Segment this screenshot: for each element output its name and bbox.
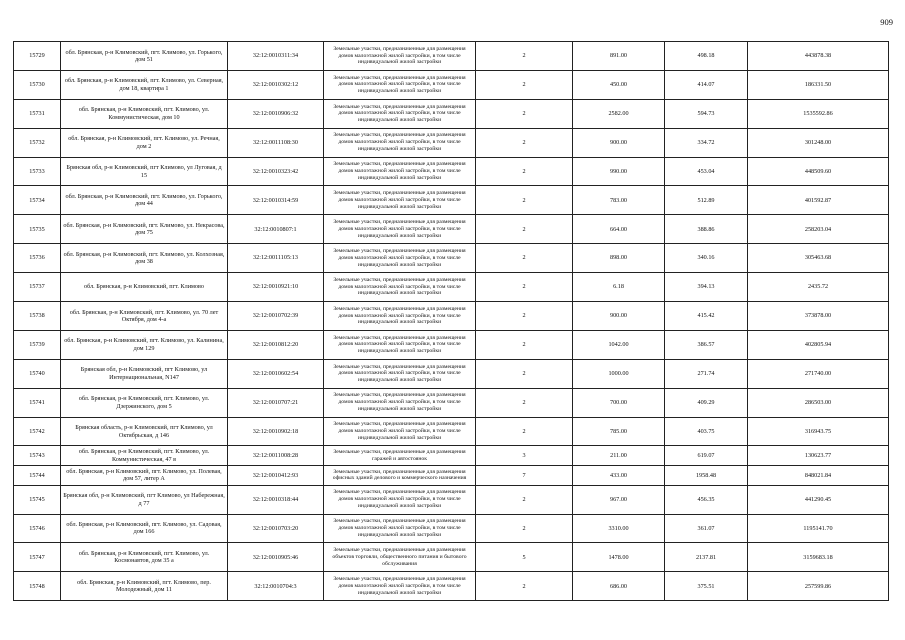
land-use-cell: Земельные участки, предназначенные для размещения домов малоэтажной жилой застройки, в том числе индивидуальной жилой застройки: [324, 330, 476, 359]
table-row: [14, 572, 889, 601]
use-group-cell: 2: [476, 215, 573, 244]
table-row: [14, 128, 889, 157]
cadastral-number-cell: 32:12:0010412:93: [228, 466, 324, 486]
area-cell: 6.18: [573, 273, 665, 302]
area-cell: 664.00: [573, 215, 665, 244]
cadastral-number-cell: 32:12:0010902:18: [228, 417, 324, 446]
cadastral-number-cell: 32:12:0010807:1: [228, 215, 324, 244]
cadastral-number-cell: 32:12:0010905:46: [228, 543, 324, 572]
land-use-cell: Земельные участки, предназначенные для размещения домов малоэтажной жилой застройки, в том числе индивидуальной жилой застройки: [324, 244, 476, 273]
land-use-cell: Земельные участки, предназначенные для размещения домов малоэтажной жилой застройки, в том числе индивидуальной жилой застройки: [324, 485, 476, 514]
land-use-cell: Земельные участки, предназначенные для размещения домов малоэтажной жилой застройки, в том числе индивидуальной жилой застройки: [324, 70, 476, 99]
cadastral-number-cell: 32:12:0010704:3: [228, 572, 324, 601]
address-cell: Брянская обл, р-н Климовский, пгт Климово, ул Луговая, д 15: [61, 157, 228, 186]
area-cell: 898.00: [573, 244, 665, 273]
cadastral-number-cell: 32:12:0010314:59: [228, 186, 324, 215]
land-use-cell: Земельные участки, предназначенные для размещения домов малоэтажной жилой застройки, в том числе индивидуальной жилой застройки: [324, 273, 476, 302]
land-use-cell: Земельные участки, предназначенные для размещения объектов торговли, общественного питания и бытового обслуживания: [324, 543, 476, 572]
cadastral-value-cell: 316943.75: [748, 417, 889, 446]
land-use-cell: Земельные участки, предназначенные для размещения домов малоэтажной жилой застройки, в том числе индивидуальной жилой застройки: [324, 99, 476, 128]
address-cell: Брянская обл, р-н Климовский, пгт Климово, ул Набережная, д 77: [61, 485, 228, 514]
area-cell: 783.00: [573, 186, 665, 215]
area-cell: 3310.00: [573, 514, 665, 543]
table-row: [14, 99, 889, 128]
address-cell: Брянская область, р-н Климовский, пгт Климово, ул Октябрьская, д 146: [61, 417, 228, 446]
land-use-cell: Земельные участки, предназначенные для размещения домов малоэтажной жилой застройки, в том числе индивидуальной жилой застройки: [324, 215, 476, 244]
use-group-cell: 2: [476, 128, 573, 157]
page-number: 909: [880, 17, 893, 27]
cadastral-value-cell: 441290.45: [748, 485, 889, 514]
address-cell: обл. Брянская, р-н Климовский, пгт. Климово, ул. 70 лет Октября, дом 4-а: [61, 302, 228, 331]
cadastral-value-cell: 1535592.86: [748, 99, 889, 128]
row-id-cell: 15740: [14, 359, 61, 388]
table-row: [14, 42, 889, 71]
address-cell: обл. Брянская, р-н Климовский, пгт. Климово, ул. Калинина, дом 129: [61, 330, 228, 359]
cadastral-value-cell: 848021.84: [748, 466, 889, 486]
address-cell: обл. Брянская, р-н Климовский, пгт. Климово: [61, 273, 228, 302]
specific-value-cell: 1958.48: [665, 466, 748, 486]
address-cell: обл. Брянская, р-н Климовский, пгт. Климово, ул. Космонавтов, дом 35 а: [61, 543, 228, 572]
address-cell: обл. Брянская, р-н Климовский, пгт. Климово, ул. Коммунистическая, дом 10: [61, 99, 228, 128]
cadastral-value-cell: 186331.50: [748, 70, 889, 99]
table-row: [14, 244, 889, 273]
area-cell: 433.00: [573, 466, 665, 486]
table-row: [14, 330, 889, 359]
cadastral-number-cell: 32:12:0010702:39: [228, 302, 324, 331]
specific-value-cell: 409.29: [665, 388, 748, 417]
address-cell: обл. Брянская, р-н Климовский, пгт. Климово, ул. Некрасова, дом 75: [61, 215, 228, 244]
specific-value-cell: 388.86: [665, 215, 748, 244]
use-group-cell: 3: [476, 446, 573, 466]
land-use-cell: Земельные участки, предназначенные для размещения домов малоэтажной жилой застройки, в том числе индивидуальной жилой застройки: [324, 302, 476, 331]
cadastral-value-cell: 271740.00: [748, 359, 889, 388]
cadastral-number-cell: 32:12:0010812:20: [228, 330, 324, 359]
area-cell: 1042.00: [573, 330, 665, 359]
area-cell: 450.00: [573, 70, 665, 99]
use-group-cell: 2: [476, 273, 573, 302]
use-group-cell: 7: [476, 466, 573, 486]
row-id-cell: 15733: [14, 157, 61, 186]
row-id-cell: 15731: [14, 99, 61, 128]
use-group-cell: 2: [476, 186, 573, 215]
specific-value-cell: 498.18: [665, 42, 748, 71]
address-cell: обл. Брянская, р-н Климовский, пгт. Климово, ул. Речная, дом 2: [61, 128, 228, 157]
row-id-cell: 15736: [14, 244, 61, 273]
cadastral-number-cell: 32:12:0011105:13: [228, 244, 324, 273]
use-group-cell: 5: [476, 543, 573, 572]
cadastral-value-cell: 286503.00: [748, 388, 889, 417]
table-row: [14, 70, 889, 99]
table-row: [14, 215, 889, 244]
table-row: [14, 359, 889, 388]
land-use-cell: Земельные участки, предназначенные для размещения гаражей и автостоянок: [324, 446, 476, 466]
cadastral-number-cell: 32:12:0010318:44: [228, 485, 324, 514]
row-id-cell: 15743: [14, 446, 61, 466]
land-use-cell: Земельные участки, предназначенные для размещения домов малоэтажной жилой застройки, в том числе индивидуальной жилой застройки: [324, 388, 476, 417]
land-use-cell: Земельные участки, предназначенные для размещения домов малоэтажной жилой застройки, в том числе индивидуальной жилой застройки: [324, 417, 476, 446]
address-cell: обл. Брянская, р-н Климовский, пгт. Климово, ул. Дзержинского, дом 5: [61, 388, 228, 417]
cadastral-value-cell: 257599.86: [748, 572, 889, 601]
row-id-cell: 15732: [14, 128, 61, 157]
area-cell: 900.00: [573, 128, 665, 157]
cadastral-number-cell: 32:12:0010323:42: [228, 157, 324, 186]
use-group-cell: 2: [476, 485, 573, 514]
specific-value-cell: 386.57: [665, 330, 748, 359]
area-cell: 686.00: [573, 572, 665, 601]
specific-value-cell: 415.42: [665, 302, 748, 331]
row-id-cell: 15739: [14, 330, 61, 359]
area-cell: 785.00: [573, 417, 665, 446]
row-id-cell: 15744: [14, 466, 61, 486]
specific-value-cell: 594.73: [665, 99, 748, 128]
address-cell: обл. Брянская, р-н Климовский, пгт. Климово, ул. Полевая, дом 57, литер А: [61, 466, 228, 486]
cadastral-number-cell: 32:12:0010707:21: [228, 388, 324, 417]
use-group-cell: 2: [476, 157, 573, 186]
specific-value-cell: 619.07: [665, 446, 748, 466]
area-cell: 990.00: [573, 157, 665, 186]
land-use-cell: Земельные участки, предназначенные для размещения домов малоэтажной жилой застройки, в том числе индивидуальной жилой застройки: [324, 157, 476, 186]
land-use-cell: Земельные участки, предназначенные для размещения домов малоэтажной жилой застройки, в том числе индивидуальной жилой застройки: [324, 42, 476, 71]
cadastral-number-cell: 32:12:0010311:34: [228, 42, 324, 71]
cadastral-value-cell: 443878.38: [748, 42, 889, 71]
table-row: [14, 273, 889, 302]
use-group-cell: 2: [476, 302, 573, 331]
table-row: [14, 388, 889, 417]
table-row: [14, 446, 889, 466]
address-cell: обл. Брянская, р-н Климовский, пгт. Климово, ул. Колхозная, дом 38: [61, 244, 228, 273]
address-cell: обл. Брянская, р-н Климовский, пгт. Климово, ул. Северная, дом 18, квартира 1: [61, 70, 228, 99]
address-cell: обл. Брянская, р-н Климовский, пгт. Климово, пер. Молодежный, дом 11: [61, 572, 228, 601]
use-group-cell: 2: [476, 417, 573, 446]
row-id-cell: 15735: [14, 215, 61, 244]
row-id-cell: 15738: [14, 302, 61, 331]
row-id-cell: 15734: [14, 186, 61, 215]
cadastral-value-cell: 305463.68: [748, 244, 889, 273]
table-row: [14, 302, 889, 331]
use-group-cell: 2: [476, 572, 573, 601]
cadastral-value-cell: 2435.72: [748, 273, 889, 302]
specific-value-cell: 2137.81: [665, 543, 748, 572]
table-body: [14, 42, 889, 601]
row-id-cell: 15746: [14, 514, 61, 543]
cadastral-number-cell: 32:12:0010906:32: [228, 99, 324, 128]
cadastral-value-cell: 130623.77: [748, 446, 889, 466]
cadastral-number-cell: 32:12:0010602:54: [228, 359, 324, 388]
address-cell: обл. Брянская, р-н Климовский, пгт. Климово, ул. Садовая, дом 166: [61, 514, 228, 543]
use-group-cell: 2: [476, 388, 573, 417]
cadastral-value-cell: 3159683.18: [748, 543, 889, 572]
specific-value-cell: 361.07: [665, 514, 748, 543]
cadastral-value-cell: 258203.04: [748, 215, 889, 244]
area-cell: 1000.00: [573, 359, 665, 388]
row-id-cell: 15748: [14, 572, 61, 601]
specific-value-cell: 334.72: [665, 128, 748, 157]
address-cell: обл. Брянская, р-н Климовский, пгт. Климово, ул. Горького, дом 51: [61, 42, 228, 71]
land-use-cell: Земельные участки, предназначенные для размещения домов малоэтажной жилой застройки, в том числе индивидуальной жилой застройки: [324, 359, 476, 388]
address-cell: обл. Брянская, р-н Климовский, пгт. Климово, ул. Коммунистическая, 47 в: [61, 446, 228, 466]
use-group-cell: 2: [476, 359, 573, 388]
table-row: [14, 543, 889, 572]
land-use-cell: Земельные участки, предназначенные для размещения домов малоэтажной жилой застройки, в том числе индивидуальной жилой застройки: [324, 128, 476, 157]
use-group-cell: 2: [476, 514, 573, 543]
cadastral-value-cell: 402805.94: [748, 330, 889, 359]
table-row: [14, 466, 889, 486]
use-group-cell: 2: [476, 42, 573, 71]
specific-value-cell: 456.35: [665, 485, 748, 514]
row-id-cell: 15745: [14, 485, 61, 514]
address-cell: Брянская обл, р-н Климовский, пгт Климово, ул Интернациональная, N147: [61, 359, 228, 388]
cadastral-number-cell: 32:12:0010703:20: [228, 514, 324, 543]
row-id-cell: 15730: [14, 70, 61, 99]
area-cell: 2582.00: [573, 99, 665, 128]
area-cell: 211.00: [573, 446, 665, 466]
specific-value-cell: 394.13: [665, 273, 748, 302]
cadastral-value-cell: 301248.00: [748, 128, 889, 157]
area-cell: 967.00: [573, 485, 665, 514]
cadastral-number-cell: 32:12:0010302:12: [228, 70, 324, 99]
cadastral-value-cell: 448509.60: [748, 157, 889, 186]
specific-value-cell: 453.04: [665, 157, 748, 186]
use-group-cell: 2: [476, 99, 573, 128]
specific-value-cell: 271.74: [665, 359, 748, 388]
specific-value-cell: 375.51: [665, 572, 748, 601]
row-id-cell: 15747: [14, 543, 61, 572]
specific-value-cell: 403.75: [665, 417, 748, 446]
area-cell: 1478.00: [573, 543, 665, 572]
cadastral-number-cell: 32:12:0011108:30: [228, 128, 324, 157]
specific-value-cell: 414.07: [665, 70, 748, 99]
row-id-cell: 15741: [14, 388, 61, 417]
cadastral-number-cell: 32:12:0010921:10: [228, 273, 324, 302]
specific-value-cell: 512.89: [665, 186, 748, 215]
table-row: [14, 485, 889, 514]
land-use-cell: Земельные участки, предназначенные для размещения домов малоэтажной жилой застройки, в том числе индивидуальной жилой застройки: [324, 572, 476, 601]
cadastral-value-cell: 401592.87: [748, 186, 889, 215]
use-group-cell: 2: [476, 244, 573, 273]
row-id-cell: 15742: [14, 417, 61, 446]
cadastral-value-table: [13, 41, 889, 601]
use-group-cell: 2: [476, 70, 573, 99]
row-id-cell: 15737: [14, 273, 61, 302]
cadastral-value-cell: 373878.00: [748, 302, 889, 331]
area-cell: 900.00: [573, 302, 665, 331]
land-use-cell: Земельные участки, предназначенные для размещения офисных зданий делового и коммерческого назначения: [324, 466, 476, 486]
land-use-cell: Земельные участки, предназначенные для размещения домов малоэтажной жилой застройки, в том числе индивидуальной жилой застройки: [324, 514, 476, 543]
specific-value-cell: 340.16: [665, 244, 748, 273]
table-row: [14, 186, 889, 215]
use-group-cell: 2: [476, 330, 573, 359]
table-row: [14, 514, 889, 543]
table-row: [14, 157, 889, 186]
cadastral-number-cell: 32:12:0011008:28: [228, 446, 324, 466]
land-use-cell: Земельные участки, предназначенные для размещения домов малоэтажной жилой застройки, в том числе индивидуальной жилой застройки: [324, 186, 476, 215]
table-row: [14, 417, 889, 446]
address-cell: обл. Брянская, р-н Климовский, пгт. Климово, ул. Горького, дом 44: [61, 186, 228, 215]
cadastral-value-cell: 1195141.70: [748, 514, 889, 543]
area-cell: 700.00: [573, 388, 665, 417]
row-id-cell: 15729: [14, 42, 61, 71]
area-cell: 891.00: [573, 42, 665, 71]
